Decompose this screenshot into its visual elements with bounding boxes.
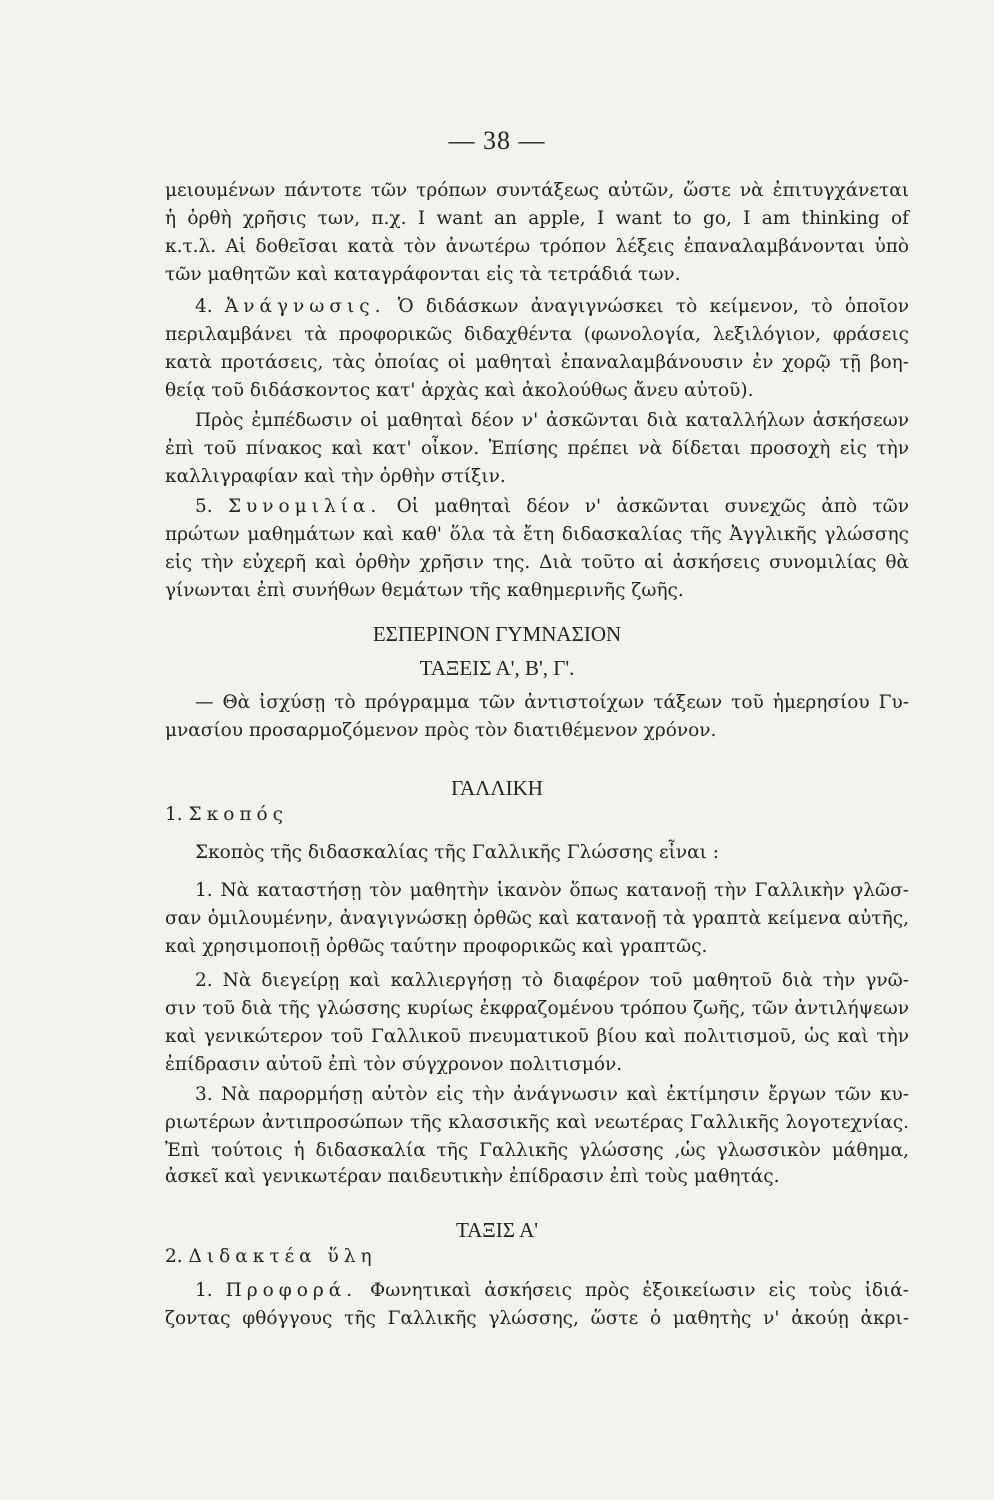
section-title: ΕΣΠΕΡΙΝΟΝ ΓΥΜΝΑΣΙΟΝ [372, 622, 622, 646]
text-line: καὶ γενικώτερον τοῦ Γαλλικοῦ πνευματικοῦ βίου καὶ πολιτισμοῦ, ὡς καὶ τὴν [165, 1026, 909, 1047]
section-heading-line: 5. Συνομιλία. Οἱ μαθηταὶ δέον ν' ἀσκῶνται συνεχῶς ἀπὸ τῶν [195, 496, 909, 517]
text-line: ἀσκεῖ καὶ γενικωτέραν παιδευτικὴν ἐπίδρασιν ἐπὶ τοὺς μαθητάς. [165, 1166, 780, 1187]
text-line: 2. Νὰ διεγείρῃ καὶ καλλιεργήσῃ τὸ διαφέρον τοῦ μαθητοῦ διὰ τὴν γνῶ- [195, 970, 909, 991]
section-title: ΓΑΛΛΙΚΗ [451, 776, 543, 800]
text-line: θείᾳ τοῦ διδάσκοντος κατ' ἀρχὰς καὶ ἀκολούθως ἄνευ αὐτοῦ). [165, 380, 754, 401]
text-line: γίνωνται ἐπὶ συνήθων θεμάτων τῆς καθημερινῆς ζωῆς. [165, 580, 684, 601]
section-subtitle: ΤΑΞΕΙΣ Α', Β', Γ'. [419, 656, 575, 680]
text-line: εἰς τὴν εὐχερῆ καὶ ὀρθὴν χρῆσιν της. Διὰ τοῦτο αἱ ἀσκήσεις συνομιλίας θὰ [165, 552, 909, 573]
text-line: μειουμένων πάντοτε τῶν τρόπων συντάξεως αὐτῶν, ὥστε νὰ ἐπιτυγχάνεται [165, 180, 909, 201]
text-line: ριωτέρων ἀντιπροσώπων τῆς κλασσικῆς καὶ νεωτέρας Γαλλικῆς λογοτεχνίας. [165, 1112, 909, 1133]
subsection-heading: 2. Διδακτέα ὕλη [165, 1246, 377, 1267]
text-line: 3. Νὰ παρορμήσῃ αὐτὸν εἰς τὴν ἀνάγνωσιν καὶ ἐκτίμησιν ἔργων τῶν κυ- [195, 1084, 909, 1105]
text-line: σαν ὁμιλουμένην, ἀναγιγνώσκῃ ὀρθῶς καὶ κατανοῇ τὰ γραπτὰ κείμενα αὐτῆς, [165, 908, 909, 929]
text-line: Πρὸς ἐμπέδωσιν οἱ μαθηταὶ δέον ν' ἀσκῶνται διὰ καταλλήλων ἀσκήσεων [195, 410, 909, 431]
spaced-heading: Προφορά. [225, 1280, 358, 1301]
text-line: μνασίου προσαρμοζόμενον πρὸς τὸν διατιθέμενον χρόνον. [165, 720, 717, 741]
text-line: Ἐπὶ τούτοις ἡ διδασκαλία τῆς Γαλλικῆς γλώσσης ,ὡς γλωσσικὸν μάθημα, [165, 1140, 909, 1161]
section-title: ΤΑΞΙΣ Α' [455, 1218, 539, 1242]
spaced-heading: Διδακτέα ὕλη [188, 1246, 377, 1267]
text-line: σιν τοῦ διὰ τῆς γλώσσης κυρίως ἐκφραζομένου τρόπου ζωῆς, τῶν ἀντιλήψεων [165, 998, 909, 1019]
subsection-heading: 1. Σκοπός [165, 804, 288, 825]
text-line: τῶν μαθητῶν καὶ καταγράφονται εἰς τὰ τετράδιά των. [165, 264, 681, 285]
spaced-heading: Ἀνάγνωσις. [224, 296, 386, 317]
text-line: καλλιγραφίαν καὶ τὴν ὀρθὴν στίξιν. [165, 466, 506, 487]
text-line: ἐπίδρασιν αὐτοῦ ἐπὶ τὸν σύγχρονον πολιτισμόν. [165, 1054, 623, 1075]
text-line: 1. Νὰ καταστήσῃ τὸν μαθητὴν ἱκανὸν ὅπως κατανοῇ τὴν Γαλλικὴν γλῶσ- [195, 880, 909, 901]
spaced-heading: Συνομιλία. [227, 496, 382, 517]
text-line: ἐπὶ τοῦ πίνακος καὶ κατ' οἶκον. Ἐπίσης πρέπει νὰ δίδεται προσοχὴ εἰς τὴν [165, 438, 909, 459]
section-heading-line: 4. Ἀνάγνωσις. Ὁ διδάσκων ἀναγιγνώσκει τὸ κείμενον, τὸ ὁποῖον [195, 296, 909, 317]
text-line: περιλαμβάνει τὰ προφορικῶς διδαχθέντα (φωνολογία, λεξιλόγιον, φράσεις [165, 324, 909, 345]
text-line: κ.τ.λ. Αἱ δοθεῖσαι κατὰ τὸν ἀνωτέρω τρόπον λέξεις ἐπαναλαμβάνονται ὑπὸ [165, 236, 909, 257]
text-line: πρώτων μαθημάτων καὶ καθ' ὅλα τὰ ἔτη διδασκαλίας τῆς Ἀγγλικῆς γλώσσης [165, 524, 909, 545]
text-line: ἡ ὀρθὴ χρῆσις των, π.χ. I want an apple, I want to go, I am thinking of [165, 208, 909, 229]
spaced-heading: Σκοπός [188, 804, 288, 825]
page-number: — 38 — [448, 126, 546, 155]
text-line: — Θὰ ἰσχύσῃ τὸ πρόγραμμα τῶν ἀντιστοίχων τάξεων τοῦ ἡμερησίου Γυ- [195, 692, 909, 713]
text-line: Σκοπὸς τῆς διδασκαλίας τῆς Γαλλικῆς Γλώσσης εἶναι : [195, 842, 719, 863]
text-line: ζοντας φθόγγους τῆς Γαλλικῆς γλώσσης, ὥστε ὁ μαθητὴς ν' ἀκούῃ ἀκρι- [165, 1308, 909, 1329]
text-line: καὶ χρησιμοποιῇ ὀρθῶς ταύτην προφορικῶς καὶ γραπτῶς. [165, 936, 708, 957]
section-heading-line: 1. Προφορά. Φωνητικαὶ ἀσκήσεις πρὸς ἐξοικείωσιν εἰς τοὺς ἰδιά- [195, 1280, 909, 1301]
text-line: κατὰ προτάσεις, τὰς ὁποίας οἱ μαθηταὶ ἐπαναλαμβάνουσιν ἐν χορῷ τῇ βοη- [165, 352, 909, 373]
